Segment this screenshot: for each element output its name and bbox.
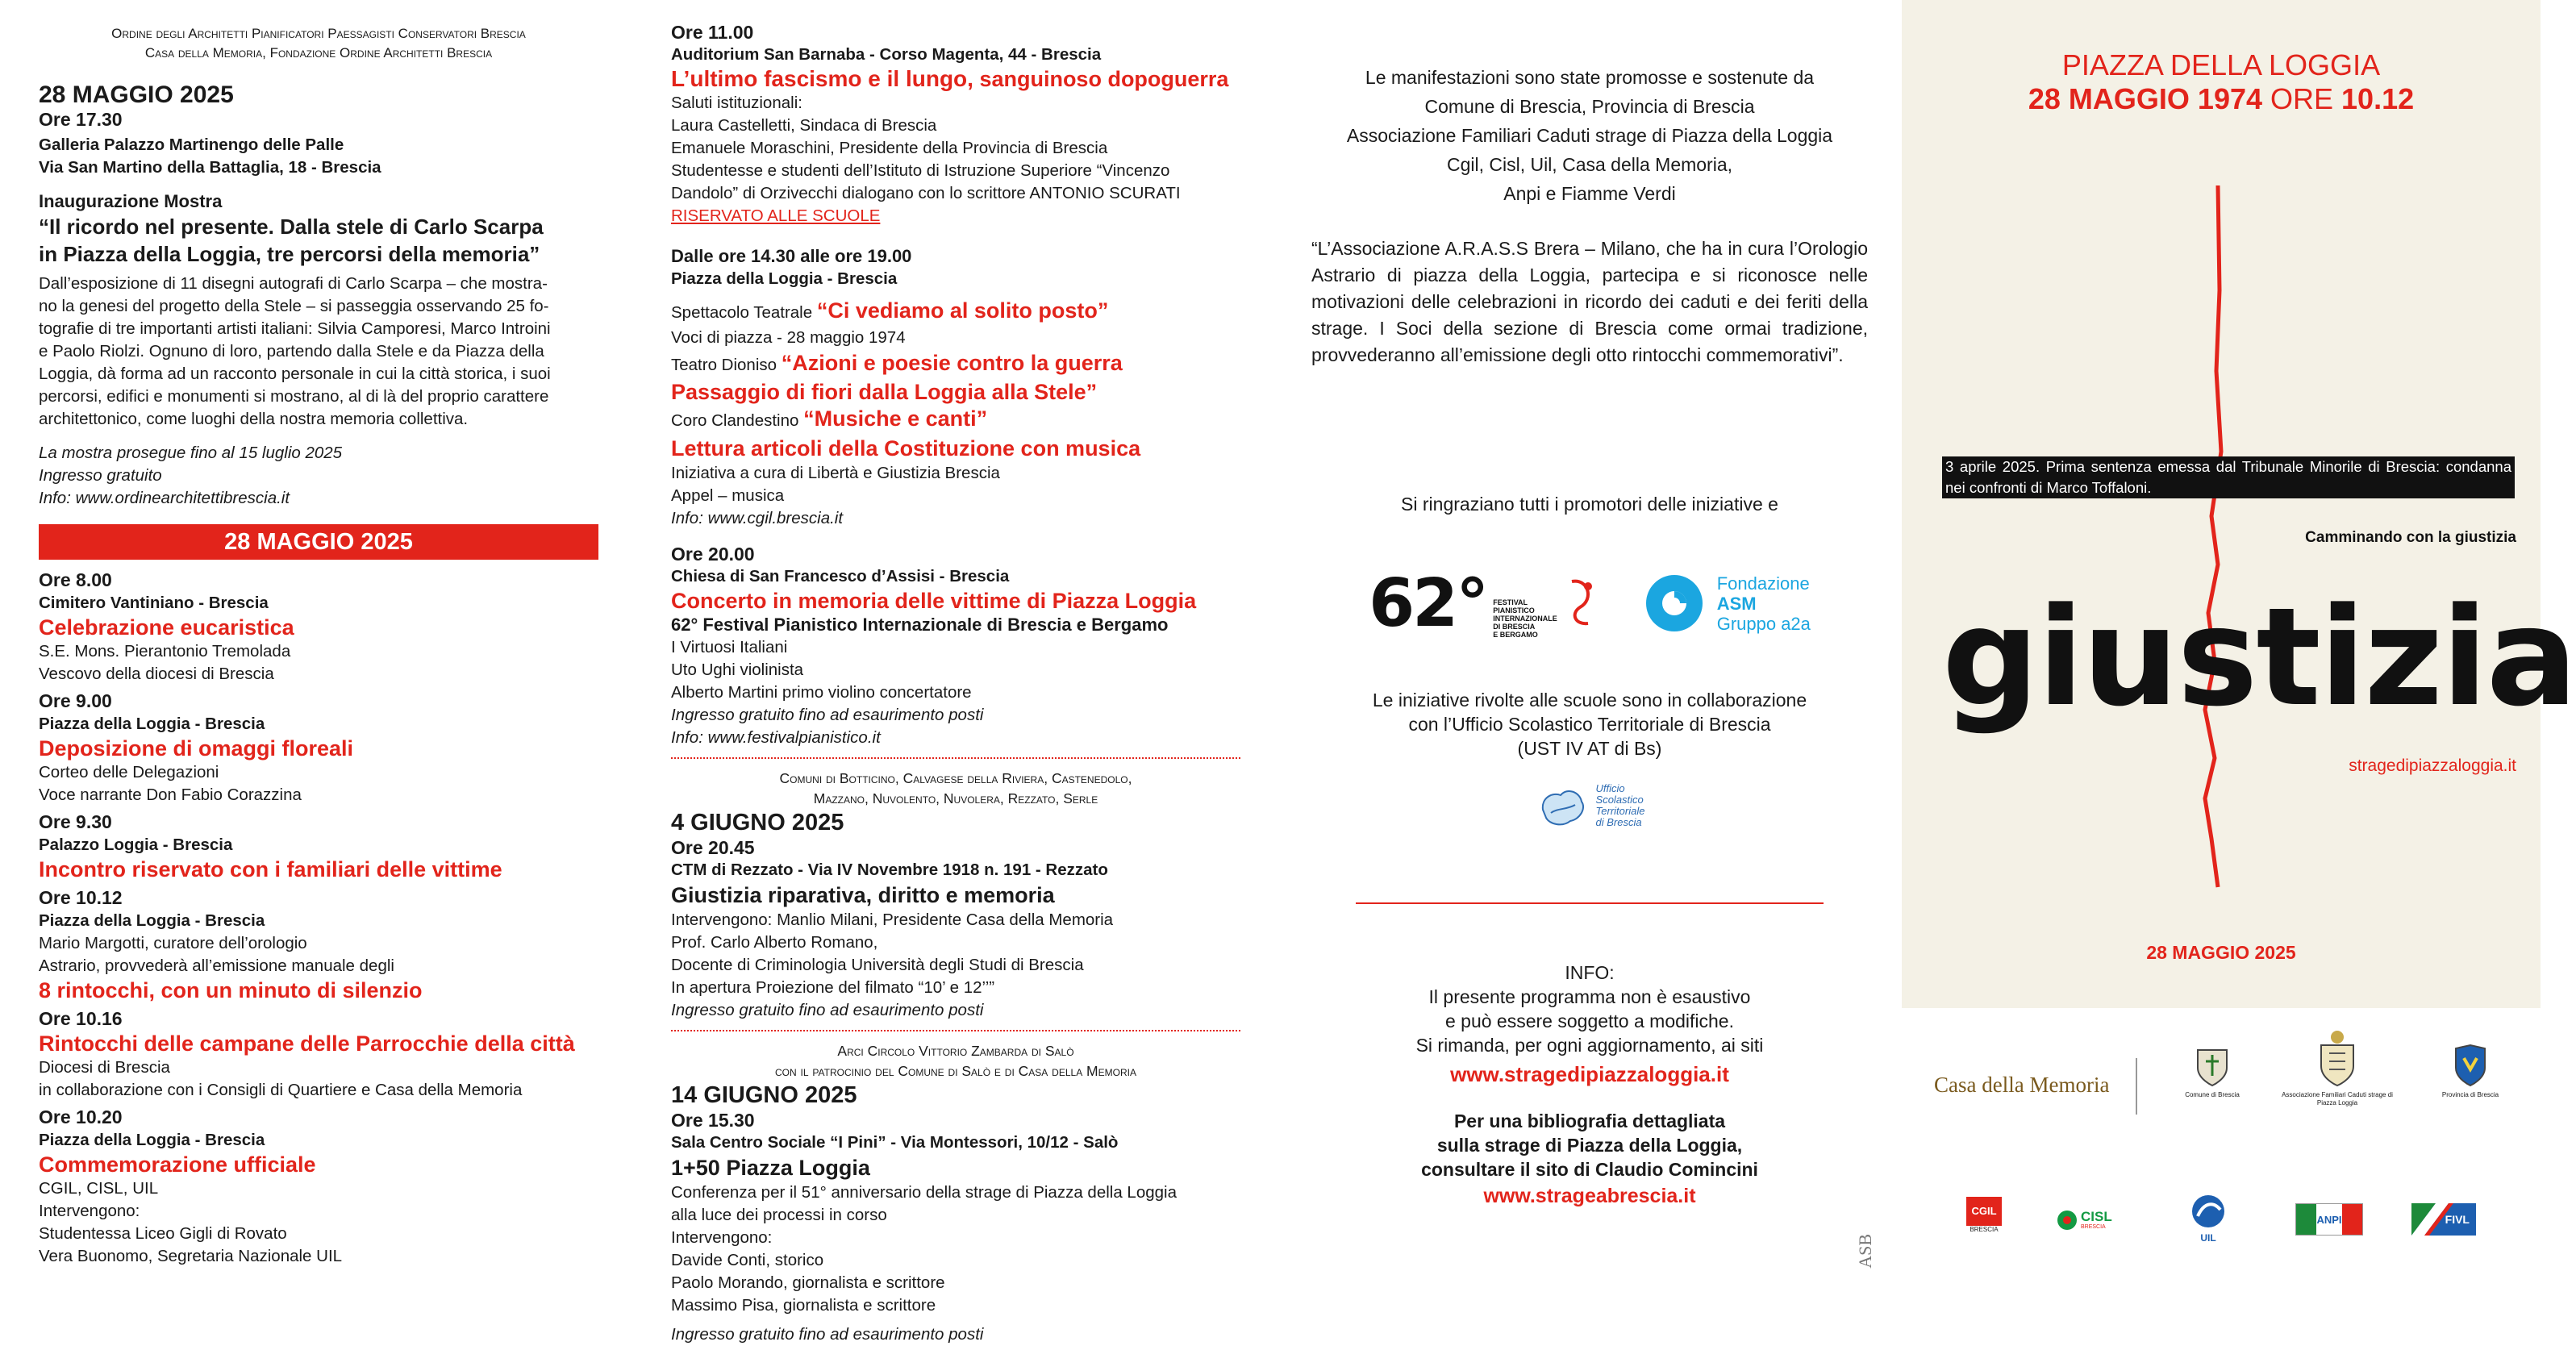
event-d-date: 4 GIUGNO 2025 <box>671 810 844 836</box>
event-b3: Coro Clandestino “Musiche e canti” <box>671 406 988 431</box>
event-a-time: Ore 11.00 <box>671 22 754 43</box>
cover-logos <box>1902 1008 2541 1302</box>
familiari-caduti-crest: Associazione Familiari Caduti strage di Piazza Loggia <box>2281 1029 2394 1107</box>
crack-line <box>1902 0 2541 1008</box>
organizers-line-2: Casa della Memoria, Fondazione Ordine Architetti Brescia <box>144 45 493 60</box>
event-b-time: Dalle ore 14.30 alle ore 19.00 <box>671 246 912 266</box>
divider <box>671 757 1240 759</box>
schedule-item: Ore 9.00 Piazza della Loggia - Brescia Deposizione di omaggi floreali Corteo delle Delegazioni Voce narrante Don Fabio Corazzina <box>39 689 598 806</box>
schedule-item: Ore 8.00 Cimitero Vantiniano - Brescia Celebrazione eucaristica S.E. Mons. Pierantonio Tremolada Vescovo della diocesi di Brescia <box>39 568 598 686</box>
inauguration-label: Inaugurazione Mostra <box>39 191 223 211</box>
logo-divider <box>2136 1058 2137 1115</box>
exhibit-venue: Galleria Palazzo Martinengo delle Palle <box>39 135 344 154</box>
event-b1: Spettacolo Teatrale “Ci vediamo al solito posto” <box>671 298 1109 323</box>
organizers-line-1: Ordine degli Architetti Pianificatori Paessagisti Conservatori Brescia <box>111 26 526 41</box>
divider <box>671 1030 1240 1031</box>
crest-icon <box>2317 1029 2357 1087</box>
event-c-place: Chiesa di San Francesco d’Assisi - Brescia <box>671 567 1010 585</box>
exhibit-note: La mostra prosegue fino al 15 luglio 2025 <box>39 444 343 462</box>
info-title: INFO: <box>1565 962 1615 983</box>
event-d-time: Ore 20.45 <box>671 837 755 858</box>
event-b2: Teatro Dioniso “Azioni e poesie contro la guerra <box>671 351 1123 375</box>
schedule-time: Ore 10.20 <box>39 1106 123 1127</box>
cover-date: 28 MAGGIO 2025 <box>2146 942 2296 963</box>
uil-icon <box>2186 1194 2230 1229</box>
schedule-item: Ore 10.16 Rintocchi delle campane delle Parrocchie della città Diocesi di Brescia in collaborazione con i Consigli di Quartiere e Casa della Memoria <box>39 1006 598 1102</box>
schedule-place: Piazza della Loggia - Brescia <box>39 715 265 733</box>
event-c-info: Info: www.festivalpianistico.it <box>671 728 881 747</box>
cover-panel <box>1902 0 2576 1302</box>
event-b-place: Piazza della Loggia - Brescia <box>671 269 898 288</box>
event-c-time: Ore 20.00 <box>671 544 755 565</box>
event-e-date: 14 GIUGNO 2025 <box>671 1082 857 1108</box>
event-e-time: Ore 15.30 <box>671 1110 755 1131</box>
schedule-place: Piazza della Loggia - Brescia <box>39 911 265 930</box>
festival-pianistico-logo: 62° FESTIVAL PIANISTICO INTERNAZIONALE DI BRESCIA E BERGAMO <box>1369 565 1596 642</box>
event-c-title: Concerto in memoria delle vittime di Piazza Loggia <box>671 589 1197 613</box>
cover-area <box>1902 0 2576 1008</box>
exhibit-date: 28 MAGGIO 2025 <box>39 81 234 108</box>
column-2: Ore 11.00 Auditorium San Barnaba - Corso Magenta, 44 - Brescia L’ultimo fascismo e il lungo, sanguinoso dopoguerra Saluti istituzionali: Laura Castelletti, Sindaca di Brescia Emanuele Moraschini, Presidente della Provincia di Brescia Studentesse e studenti dell’Istituto di Istruzione Superiore “Vincenzo Dandolo” di Orzivecchi dialogano con lo scrittore ANTONIO SCURATI RISERVATO ALLE SCUOLE Dalle ore 14.30 alle ore 19.00 Piazza della Loggia - Brescia Spettacolo Teatrale “Ci vediamo al solito posto” Voci di piazza - 28 maggio 1974 Teatro Dioniso “Azioni e poesie contro la guerra Passaggio di fiori dalla Loggia alla Stele” Coro Clandestino “Musiche e canti” Lettura articoli della Costituzione con musica Iniziativa a cura di Libertà e Giustizia Brescia Appel – musica Info: www.cgil.brescia.it Ore 20.00 Chiesa di San Francesco d’Assisi - Brescia Concerto in memoria delle vittime di Piazza Loggia 62° Festival Pianistico Internazionale di Brescia e Bergamo I Virtuosi Italiani Uto Ughi violinista Alberto Martini primo violino concertatore Ingresso gratuito fino ad esaurimento posti Info: www.festivalpianistico.it Comuni di Botticino, Calvagese della Riviera, Castenedolo, Mazzano, Nuvolento, Nuvolera, Rezzato, Serle 4 GIUGNO 2025 Ore 20.45 CTM di Rezzato - Via IV Novembre 1918 n. 191 - Rezzato Giustizia riparativa, diritto e memoria Intervengono: Manlio Milani, Presidente Casa della Memoria Prof. Carlo Alberto Romano, Docente di Criminologia Università degli Studi di Brescia In apertura Proiezione del filmato “10’ e 12’’” Ingresso gratuito fino ad esaurimento posti Arci Circolo Vittorio Zambarda di Salò con il patrocinio del Comune di Salò e di Casa della Memoria 14 GIUGNO 2025 Ore 15.30 Sala Centro Sociale “I Pini” - Via Montessori, 10/12 - Salò 1+50 Piazza Loggia Conferenza per il 51° anniversario della strage di Piazza della Loggia alla luce dei processi in corso Intervengono: Davide Conti, storico Paolo Morando, giornalista e scrittore Massimo Pisa, giornalista e scrittore Ingresso gratuito fino ad esaurimento posti <box>634 0 1263 1302</box>
asm-circle-icon <box>1644 573 1704 633</box>
event-a-place: Auditorium San Barnaba - Corso Magenta, 44 - Brescia <box>671 45 1102 64</box>
schedule-place: Palazzo Loggia - Brescia <box>39 836 233 854</box>
sponsor-logos <box>1311 543 1868 664</box>
schedule-title: 8 rintocchi, con un minuto di silenzio <box>39 978 423 1002</box>
schedule-title: Deposizione di omaggi floreali <box>39 736 354 761</box>
schedule-place: Cimitero Vantiniano - Brescia <box>39 594 269 612</box>
schedule-title: Commemorazione ufficiale <box>39 1152 316 1177</box>
music-note-icon <box>1564 575 1596 631</box>
cover-tagline: Camminando con la giustizia <box>2305 529 2516 546</box>
exhibit-title-2: in Piazza della Loggia, tre percorsi della memoria” <box>39 242 540 266</box>
event-a-title: L’ultimo fascismo e il lungo, sanguinoso dopoguerra <box>671 66 1229 91</box>
exhibit-title-1: “Il ricordo nel presente. Dalla stele di Carlo Scarpa <box>39 215 544 239</box>
uil-logo: UIL <box>2186 1194 2231 1243</box>
schedule-list <box>39 568 598 1268</box>
schedule-item: Ore 10.20 Piazza della Loggia - Brescia Commemorazione ufficiale CGIL, CISL, UIL Intervengono: Studentessa Liceo Gigli di Rovato Vera Buonomo, Segretaria Nazionale UIL <box>39 1105 598 1268</box>
schedule-time: Ore 8.00 <box>39 569 112 590</box>
cgil-logo: CGIL BRESCIA <box>1966 1197 2002 1234</box>
anpi-logo: ANPI <box>2295 1203 2363 1236</box>
cover-title: PIAZZA DELLA LOGGIA 28 MAGGIO 1974 ORE 10.12 <box>2028 48 2415 115</box>
promoters-block: Le manifestazioni sono state promosse e sostenute da Comune di Brescia, Provincia di Brescia Associazione Familiari Caduti strage di Piazza della Loggia Cgil, Cisl, Uil, Casa della Memoria, Anpi e Fiamme Verdi <box>1346 67 1833 204</box>
event-d-org-1: Comuni di Botticino, Calvagese della Riviera, Castenedolo, <box>779 770 1132 786</box>
schedule-item <box>39 810 598 882</box>
schedule-title: Celebrazione eucaristica <box>39 615 294 640</box>
event-e-title: 1+50 Piazza Loggia <box>671 1156 870 1180</box>
exhibit-description: Dall’esposizione di 11 disegni autografi di Carlo Scarpa – che mostra- no la genesi del progetto della Stele – si passeggia osservando 25 fo- tografie di tre importanti artisti italiani: Silvia Camporesi, Marco Introini e Paolo Riolzi. Ognuno di loro, partendo dalla Stele e da Piazza della Loggia, dà forma ad un racconto personale in cui la città storica, i suoi percorsi, edifici e monumenti si mostrano, al di là del proprio carattere architettonico, come luoghi della nostra memoria collettiva. <box>39 274 551 428</box>
schedule-title: Incontro riservato con i familiari delle vittime <box>39 857 502 881</box>
column-1 <box>0 0 634 1302</box>
ust-logo: Ufficio Scolastico Territoriale di Brescia <box>1311 773 1868 838</box>
site-link-2[interactable]: www.strageabrescia.it <box>1483 1185 1696 1207</box>
arass-quote: “L’Associazione A.R.A.S.S Brera – Milano, che ha in cura l’Orologio Astrario di piazza della Loggia, partecipa e si riconosce nelle motivazioni delle celebrazioni in ricordo dei caduti e dei feriti della strage. I Soci della sezione di Brescia come ormai tradizione, provvederanno all’emissione degli otto rintocchi commemorativi”. <box>1311 238 1868 365</box>
thanks-text: Si ringraziano tutti i promotori delle iniziative e <box>1401 494 1778 515</box>
fondazione-asm-logo: Fondazione ASM Gruppo a2a <box>1644 573 1811 634</box>
date-banner: 28 MAGGIO 2025 <box>39 524 598 560</box>
asb-mark: ASB <box>1855 1234 1875 1269</box>
event-d-title: Giustizia riparativa, diritto e memoria <box>671 883 1055 907</box>
exhibit-entry: Ingresso gratuito <box>39 466 162 485</box>
event-c-sub: 62° Festival Pianistico Internazionale di Brescia e Bergamo <box>671 615 1169 635</box>
provincia-brescia-crest: Provincia di Brescia <box>2426 1044 2515 1099</box>
schedule-item: Ore 10.12 Piazza della Loggia - Brescia Mario Margotti, curatore dell’orologio Astrario, provvederà all’emissione manuale degli 8 rintocchi, con un minuto di silenzio <box>39 886 598 1003</box>
event-d-org-2: Mazzano, Nuvolento, Nuvolera, Rezzato, Serle <box>813 790 1098 806</box>
cover-main-word: giustizia <box>1942 578 2576 736</box>
comune-brescia-crest: Comune di Brescia <box>2168 1044 2257 1099</box>
fivl-logo: FIVL <box>2411 1203 2476 1236</box>
exhibit-address: Via San Martino della Battaglia, 18 - Brescia <box>39 158 381 177</box>
event-e-place: Sala Centro Sociale “I Pini” - Via Montessori, 10/12 - Salò <box>671 1133 1119 1152</box>
event-e-org-2: con il patrocinio del Comune di Salò e di Casa della Memoria <box>775 1063 1136 1079</box>
cisl-icon <box>2057 1210 2078 1231</box>
schedule-time: Ore 10.16 <box>39 1008 123 1029</box>
exhibit-info: Info: www.ordinearchitettibrescia.it <box>39 489 290 507</box>
crest-icon <box>2451 1044 2490 1087</box>
cisl-logo: CISL BRESCIA <box>2057 1210 2112 1231</box>
exhibit-time: Ore 17.30 <box>39 109 123 130</box>
schedule-time: Ore 10.12 <box>39 887 123 908</box>
crest-icon <box>2195 1044 2230 1087</box>
event-d-place: CTM di Rezzato - Via IV Novembre 1918 n. 191 - Rezzato <box>671 861 1108 879</box>
schedule-time: Ore 9.00 <box>39 690 112 711</box>
reserved-schools: RISERVATO ALLE SCUOLE <box>671 206 881 225</box>
schedule-time: Ore 9.30 <box>39 811 112 832</box>
schedule-title: Rintocchi delle campane delle Parrocchie della città <box>39 1031 575 1056</box>
lombardy-map-icon <box>1535 777 1591 834</box>
schedule-place: Piazza della Loggia - Brescia <box>39 1131 265 1149</box>
casa-memoria-logo: Casa della Memoria <box>1934 1073 2110 1097</box>
event-e-org-1: Arci Circolo Vittorio Zambarda di Salò <box>837 1043 1074 1059</box>
column-3: Le manifestazioni sono state promosse e sostenute da Comune di Brescia, Provincia di Brescia Associazione Familiari Caduti strage di Piazza della Loggia Cgil, Cisl, Uil, Casa della Memoria, Anpi e Fiamme Verdi “L’Associazione A.R.A.S.S Brera – Milano, che ha in cura l’Orologio Astrario di piazza della Loggia, partecipa e si riconosce nelle motivazioni delle celebrazioni in ricordo dei caduti e dei feriti della strage. I Soci della sezione di Brescia come ormai tradizione, provvederanno all’emissione degli otto rintocchi commemorativi”. Si ringraziano tutti i promotori delle iniziative e 62° FESTIVAL PIANISTICO INTERNAZIONALE DI BRESCIA E BERGAMO Fondazione ASM Gruppo a2a Le iniziative rivolte alle scuole sono in collaborazione con l’Ufficio Scolastico Territoriale di Brescia (UST IV AT di Bs) Ufficio Scolastico Territoriale di Brescia INFO: Il presente programma non è esaustivo e può essere soggetto a modifiche. Si rimanda, per ogni aggiornamento, ai siti www.stragedipiazzaloggia.it Per una bibliografia dettagliata sulla strage di Piazza della Loggia, consultare il sito di Claudio Comincini www.strageabrescia.it ASB <box>1279 0 1900 1302</box>
event-b-info: Info: www.cgil.brescia.it <box>671 509 844 527</box>
cover-site[interactable]: stragedipiazzaloggia.it <box>2349 756 2516 775</box>
site-link-1[interactable]: www.stragedipiazzaloggia.it <box>1450 1062 1729 1086</box>
news-highlight: 3 aprile 2025. Prima sentenza emessa dal Tribunale Minorile di Brescia: condanna nei confronti di Marco Toffaloni. <box>1942 456 2515 498</box>
